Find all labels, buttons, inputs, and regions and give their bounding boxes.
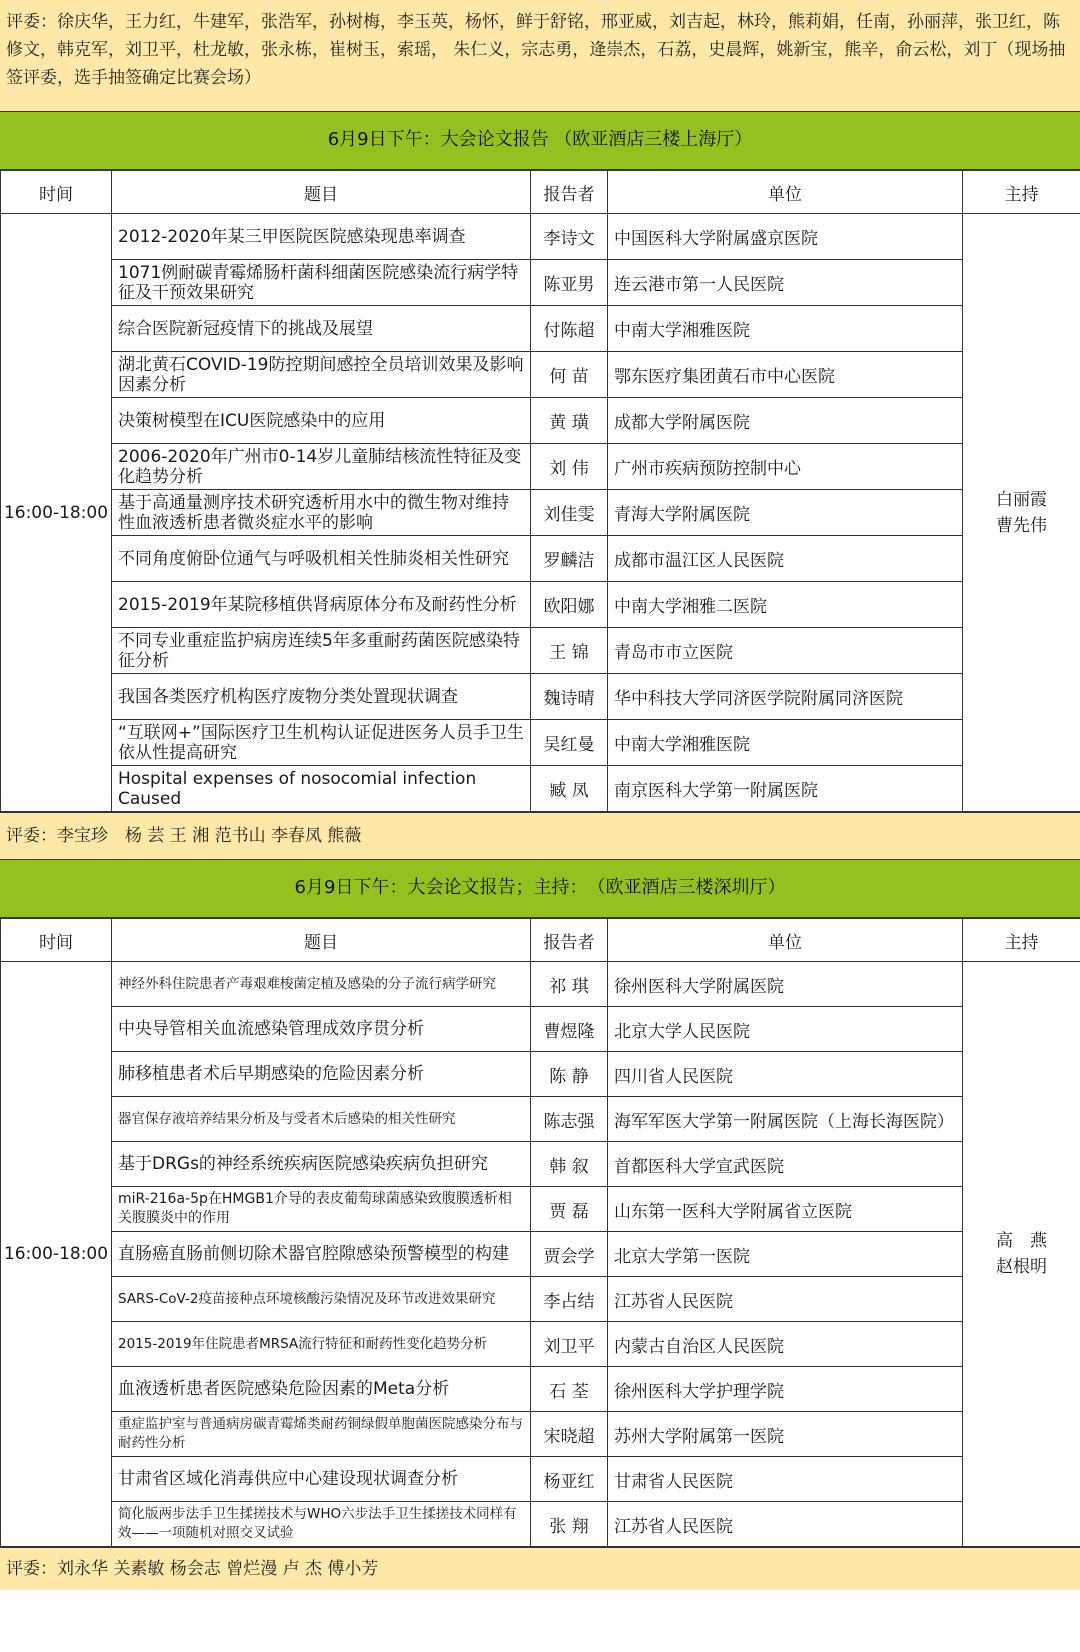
presenter-cell: 贾 磊 bbox=[531, 1187, 608, 1232]
schedule-row bbox=[1, 720, 1080, 766]
presenter-cell: 魏诗晴 bbox=[531, 674, 608, 720]
topic-cell: 基于高通量测序技术研究透析用水中的微生物对维持性血液透析患者微炎症水平的影响 bbox=[112, 490, 531, 536]
presenter-cell: 李占结 bbox=[531, 1277, 608, 1322]
topic-cell: 2012-2020年某三甲医院医院感染现患率调查 bbox=[112, 214, 531, 260]
unit-cell: 连云港市第一人民医院 bbox=[608, 260, 963, 306]
topic-cell: 不同专业重症监护病房连续5年多重耐药菌医院感染特征分析 bbox=[112, 628, 531, 674]
unit-cell: 北京大学第一医院 bbox=[608, 1232, 963, 1277]
presenter-cell: 欧阳娜 bbox=[531, 582, 608, 628]
topic-cell: 我国各类医疗机构医疗废物分类处置现状调查 bbox=[112, 674, 531, 720]
unit-cell: 北京大学人民医院 bbox=[608, 1007, 963, 1052]
topic-cell: 湖北黄石COVID-19防控期间感控全员培训效果及影响因素分析 bbox=[112, 352, 531, 398]
unit-cell: 中南大学湘雅医院 bbox=[608, 720, 963, 766]
unit-cell: 青岛市市立医院 bbox=[608, 628, 963, 674]
presenter-cell: 刘 伟 bbox=[531, 444, 608, 490]
header-unit: 单位 bbox=[608, 171, 963, 214]
topic-cell: 神经外科住院患者产毒艰难梭菌定植及感染的分子流行病学研究 bbox=[112, 962, 531, 1007]
presenter-cell: 杨亚红 bbox=[531, 1457, 608, 1502]
unit-cell: 海军军医大学第一附属医院（上海长海医院） bbox=[608, 1097, 963, 1142]
section1-body bbox=[1, 214, 1080, 812]
schedule-row bbox=[1, 1412, 1080, 1457]
host-name: 高 燕 bbox=[996, 1231, 1047, 1251]
section2-header-row bbox=[1, 919, 1080, 962]
topic-cell: 重症监护室与普通病房碳青霉烯类耐药铜绿假单胞菌医院感染分布与耐药性分析 bbox=[112, 1412, 531, 1457]
presenter-cell: 张 翔 bbox=[531, 1502, 608, 1547]
header-host: 主持 bbox=[963, 919, 1080, 962]
header-time: 时间 bbox=[1, 919, 112, 962]
section2-table bbox=[0, 918, 1080, 1547]
schedule-row bbox=[1, 962, 1080, 1007]
host-name: 曹先伟 bbox=[996, 515, 1047, 536]
unit-cell: 中南大学湘雅二医院 bbox=[608, 582, 963, 628]
presenter-cell: 付陈超 bbox=[531, 306, 608, 352]
presenter-cell: 陈 静 bbox=[531, 1052, 608, 1097]
top-judges-text: 评委：徐庆华，王力红，牛建军，张浩军，孙树梅，李玉英，杨怀，鲜于舒铭，邢亚威，刘吉起，林玲，熊莉娟，任南，孙丽萍，张卫红，陈修文，韩克军，刘卫平，杜龙敏，张永栋，崔树玉，索瑶， 朱仁义，宗志勇，逄崇杰，石荔，史晨辉，姚新宝，熊辛，俞云松，刘丁（现场抽签评委，选手抽签确定比赛会场） bbox=[6, 12, 1066, 88]
section1-table bbox=[0, 170, 1080, 812]
presenter-cell: 黄 璜 bbox=[531, 398, 608, 444]
schedule-row bbox=[1, 1142, 1080, 1187]
schedule-row bbox=[1, 306, 1080, 352]
topic-cell: 基于DRGs的神经系统疾病医院感染疾病负担研究 bbox=[112, 1142, 531, 1187]
schedule-row bbox=[1, 214, 1080, 260]
presenter-cell: 宋晓超 bbox=[531, 1412, 608, 1457]
schedule-row bbox=[1, 1097, 1080, 1142]
unit-cell: 苏州大学附属第一医院 bbox=[608, 1412, 963, 1457]
topic-cell: SARS-CoV-2疫苗接种点环境核酸污染情况及环节改进效果研究 bbox=[112, 1277, 531, 1322]
section2-judges: 评委：刘永华 关素敏 杨会志 曾烂漫 卢 杰 傅小芳 bbox=[0, 1547, 1080, 1590]
schedule-row bbox=[1, 1367, 1080, 1412]
schedule-row bbox=[1, 1232, 1080, 1277]
schedule-row bbox=[1, 1457, 1080, 1502]
unit-cell: 徐州医科大学附属医院 bbox=[608, 962, 963, 1007]
unit-cell: 甘肃省人民医院 bbox=[608, 1457, 963, 1502]
topic-cell: 2006-2020年广州市0-14岁儿童肺结核流性特征及变化趋势分析 bbox=[112, 444, 531, 490]
presenter-cell: 贾会学 bbox=[531, 1232, 608, 1277]
schedule-row bbox=[1, 674, 1080, 720]
presenter-cell: 曹煜隆 bbox=[531, 1007, 608, 1052]
presenter-cell: 吴红曼 bbox=[531, 720, 608, 766]
topic-cell: 决策树模型在ICU医院感染中的应用 bbox=[112, 398, 531, 444]
unit-cell: 四川省人民医院 bbox=[608, 1052, 963, 1097]
unit-cell: 江苏省人民医院 bbox=[608, 1502, 963, 1547]
presenter-cell: 陈亚男 bbox=[531, 260, 608, 306]
header-presenter: 报告者 bbox=[531, 171, 608, 214]
unit-cell: 江苏省人民医院 bbox=[608, 1277, 963, 1322]
header-unit: 单位 bbox=[608, 919, 963, 962]
unit-cell: 华中科技大学同济医学院附属同济医院 bbox=[608, 674, 963, 720]
topic-cell: 1071例耐碳青霉烯肠杆菌科细菌医院感染流行病学特征及干预效果研究 bbox=[112, 260, 531, 306]
presenter-cell: 刘佳雯 bbox=[531, 490, 608, 536]
topic-cell: 肺移植患者术后早期感染的危险因素分析 bbox=[112, 1052, 531, 1097]
section1-header-row bbox=[1, 171, 1080, 214]
schedule-row bbox=[1, 582, 1080, 628]
topic-cell: 直肠癌直肠前侧切除术器官腔隙感染预警模型的构建 bbox=[112, 1232, 531, 1277]
unit-cell: 南京医科大学第一附属医院 bbox=[608, 766, 963, 812]
topic-cell: Hospital expenses of nosocomial infection Caused bbox=[112, 766, 531, 812]
presenter-cell: 何 苗 bbox=[531, 352, 608, 398]
unit-cell: 鄂东医疗集团黄石市中心医院 bbox=[608, 352, 963, 398]
unit-cell: 中国医科大学附属盛京医院 bbox=[608, 214, 963, 260]
topic-cell: 器官保存液培养结果分析及与受者术后感染的相关性研究 bbox=[112, 1097, 531, 1142]
section2-title: 6月9日下午：大会论文报告；主持： （欧亚酒店三楼深圳厅） bbox=[0, 860, 1080, 918]
topic-cell: 不同角度俯卧位通气与呼吸机相关性肺炎相关性研究 bbox=[112, 536, 531, 582]
presenter-cell: 石 荃 bbox=[531, 1367, 608, 1412]
unit-cell: 首都医科大学宣武医院 bbox=[608, 1142, 963, 1187]
schedule-row bbox=[1, 536, 1080, 582]
schedule-row bbox=[1, 398, 1080, 444]
unit-cell: 成都市温江区人民医院 bbox=[608, 536, 963, 582]
schedule-row bbox=[1, 766, 1080, 812]
schedule-row bbox=[1, 490, 1080, 536]
schedule-row bbox=[1, 1277, 1080, 1322]
host-name: 赵根明 bbox=[996, 1257, 1047, 1277]
section1-title: 6月9日下午：大会论文报告 （欧亚酒店三楼上海厅） bbox=[0, 112, 1080, 170]
section2-body bbox=[1, 962, 1080, 1547]
topic-cell: 2015-2019年住院患者MRSA流行特征和耐药性变化趋势分析 bbox=[112, 1322, 531, 1367]
presenter-cell: 王 锦 bbox=[531, 628, 608, 674]
topic-cell: “互联网+”国际医疗卫生机构认证促进医务人员手卫生依从性提高研究 bbox=[112, 720, 531, 766]
header-presenter: 报告者 bbox=[531, 919, 608, 962]
presenter-cell: 陈志强 bbox=[531, 1097, 608, 1142]
session-time: 16:00-18:00 bbox=[1, 214, 112, 812]
schedule-row bbox=[1, 444, 1080, 490]
schedule-row bbox=[1, 1322, 1080, 1367]
unit-cell: 山东第一医科大学附属省立医院 bbox=[608, 1187, 963, 1232]
presenter-cell: 韩 叙 bbox=[531, 1142, 608, 1187]
topic-cell: 2015-2019年某院移植供肾病原体分布及耐药性分析 bbox=[112, 582, 531, 628]
presenter-cell: 刘卫平 bbox=[531, 1322, 608, 1367]
host-name: 白丽霞 bbox=[996, 489, 1047, 510]
topic-cell: 血液透析患者医院感染危险因素的Meta分析 bbox=[112, 1367, 531, 1412]
schedule-row bbox=[1, 352, 1080, 398]
header-topic: 题目 bbox=[112, 171, 531, 214]
unit-cell: 内蒙古自治区人民医院 bbox=[608, 1322, 963, 1367]
presenter-cell: 祁 琪 bbox=[531, 962, 608, 1007]
header-topic: 题目 bbox=[112, 919, 531, 962]
session-time: 16:00-18:00 bbox=[1, 962, 112, 1547]
presenter-cell: 李诗文 bbox=[531, 214, 608, 260]
schedule-row bbox=[1, 1187, 1080, 1232]
presenter-cell: 罗麟洁 bbox=[531, 536, 608, 582]
header-host: 主持 bbox=[963, 171, 1080, 214]
unit-cell: 徐州医科大学护理学院 bbox=[608, 1367, 963, 1412]
topic-cell: miR-216a-5p在HMGB1介导的表皮葡萄球菌感染致腹膜透析相关腹膜炎中的作用 bbox=[112, 1187, 531, 1232]
schedule-row bbox=[1, 1007, 1080, 1052]
presenter-cell: 臧 凤 bbox=[531, 766, 608, 812]
section1-judges: 评委：李宝珍 杨 芸 王 湘 范书山 李春凤 熊薇 bbox=[0, 812, 1080, 860]
schedule-row bbox=[1, 260, 1080, 306]
topic-cell: 综合医院新冠疫情下的挑战及展望 bbox=[112, 306, 531, 352]
schedule-row bbox=[1, 1052, 1080, 1097]
header-time: 时间 bbox=[1, 171, 112, 214]
schedule-row bbox=[1, 628, 1080, 674]
topic-cell: 中央导管相关血流感染管理成效序贯分析 bbox=[112, 1007, 531, 1052]
schedule-row bbox=[1, 1502, 1080, 1547]
top-judges-panel bbox=[0, 0, 1080, 112]
unit-cell: 成都大学附属医院 bbox=[608, 398, 963, 444]
unit-cell: 中南大学湘雅医院 bbox=[608, 306, 963, 352]
topic-cell: 甘肃省区域化消毒供应中心建设现状调查分析 bbox=[112, 1457, 531, 1502]
unit-cell: 广州市疾病预防控制中心 bbox=[608, 444, 963, 490]
host-cell bbox=[963, 214, 1080, 812]
topic-cell: 简化版两步法手卫生揉搓技术与WHO六步法手卫生揉搓技术同样有效——一项随机对照交叉试验 bbox=[112, 1502, 531, 1547]
unit-cell: 青海大学附属医院 bbox=[608, 490, 963, 536]
host-cell bbox=[963, 962, 1080, 1547]
